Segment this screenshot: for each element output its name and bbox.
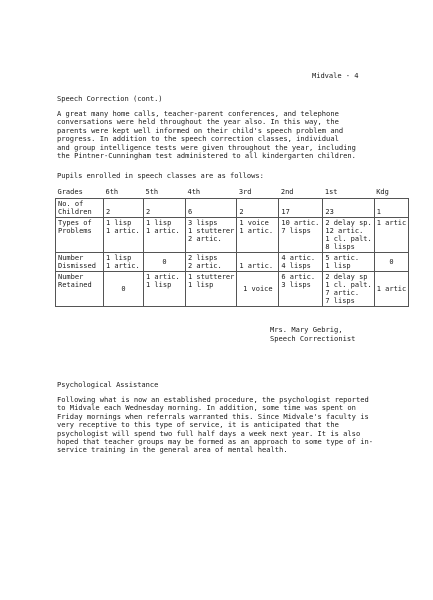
cell-line: 17	[281, 208, 290, 216]
cell-line: 6	[188, 208, 193, 216]
table-cell	[104, 272, 144, 307]
speech-paragraph-line: A great many home calls, teacher-parent conferences, and telephone	[57, 109, 339, 118]
cell-line: 6 artic.	[281, 273, 316, 281]
cell-line: 1 artic.	[239, 227, 274, 235]
row-label	[56, 272, 104, 307]
row-label-line: Number	[58, 273, 84, 281]
psych-paragraph-line: hoped that teacher groups may be formed as an approach to some type of in-	[57, 437, 374, 447]
psych-paragraph-line: service training in the general area of mental health.	[57, 445, 288, 455]
psych-paragraph-line: psychologist will spend two full half days a week next year. It is also	[57, 428, 361, 438]
table-row	[56, 253, 409, 272]
psych-paragraph	[57, 396, 402, 455]
table-cell	[144, 272, 186, 307]
cell-line: 1 lisp	[146, 219, 172, 227]
row-label-line: Retained	[58, 281, 92, 289]
table-header-cell: 2nd	[279, 187, 323, 199]
table-cell	[144, 199, 186, 218]
speech-paragraph-line: conversations were held throughout the year also. In this way, the	[57, 117, 339, 127]
speech-classes-table	[55, 187, 409, 307]
speech-correction-heading: Speech Correction (cont.)	[57, 94, 163, 103]
table-header-cell: Grades	[56, 187, 104, 199]
table-cell	[237, 218, 279, 253]
cell-line: 1 artic.	[106, 227, 140, 235]
row-label-line: Types of	[58, 219, 92, 227]
cell-line: 1 artic.	[239, 262, 274, 270]
cell-line: 3 lisps	[281, 281, 311, 289]
cell-line: 2	[146, 208, 151, 216]
cell-line: 7 artic.	[325, 289, 360, 297]
cell-line: 1 cl. palt.	[325, 235, 372, 243]
cell-line: 1 lisp	[106, 219, 132, 227]
cell-line: 1 artic	[376, 219, 407, 227]
cell-line: 2 artic.	[188, 262, 222, 270]
table-header-cell: 4th	[186, 187, 237, 199]
psychological-assistance-heading: Psychological Assistance	[57, 380, 159, 389]
table-cell	[104, 253, 144, 272]
row-label-line: No. of	[58, 200, 84, 208]
speech-paragraph-line: parents were kept well informed on their child's speech problem and	[57, 125, 344, 135]
psych-paragraph-line: to Midvale each Wednesday morning. In addition, some time was spent on	[57, 403, 356, 413]
table-cell	[279, 218, 323, 253]
cell-line: 1 artic.	[146, 273, 180, 281]
cell-line: 0	[121, 285, 126, 293]
page-label: Midvale - 4	[312, 71, 359, 80]
speech-paragraph	[57, 110, 402, 160]
cell-line: 7 lisps	[325, 297, 355, 305]
cell-line: 1 lisp	[188, 281, 214, 289]
cell-line: 1 voice	[239, 219, 269, 227]
table-cell	[323, 253, 374, 272]
cell-line: 1 lisp	[146, 281, 172, 289]
table-cell	[186, 272, 237, 307]
cell-line: 1 stutterer	[188, 273, 235, 281]
cell-line: 2	[106, 208, 111, 216]
signature-title: Speech Correctionist	[270, 334, 356, 343]
table-cell	[237, 253, 279, 272]
psych-paragraph-line: Following what is now an established procedure, the psychologist reported	[57, 395, 369, 404]
row-label-line: Children	[58, 208, 92, 216]
cell-line: 1 lisp	[106, 254, 132, 262]
table-cell	[374, 199, 409, 218]
cell-line: 0	[162, 258, 167, 266]
table-cell	[186, 199, 237, 218]
cell-line: 4 artic.	[281, 254, 316, 262]
cell-line: 1 lisp	[325, 262, 351, 270]
cell-line: 1 cl. palt.	[325, 281, 372, 289]
cell-line: 2 delay sp.	[325, 219, 372, 227]
cell-line: 23	[325, 208, 334, 216]
row-label	[56, 199, 104, 218]
table-cell	[237, 272, 279, 307]
table-cell	[104, 199, 144, 218]
row-label	[56, 218, 104, 253]
table-cell	[186, 218, 237, 253]
table-cell	[374, 218, 409, 253]
speech-paragraph-line: the Pintner-Cunningham test administered to all kindergarten children.	[57, 151, 356, 161]
psych-paragraph-line: very receptive to this type of service, it is anticipated that the	[57, 420, 339, 430]
psych-paragraph-line: Friday mornings when referrals warranted this. Since Midvale's faculty is	[57, 411, 369, 421]
signature-name: Mrs. Mary Gebrig,	[270, 325, 343, 334]
speech-paragraph-line: progress. In addition to the speech correction classes, individual	[57, 134, 339, 144]
cell-line: 1 artic	[376, 285, 407, 293]
table-row	[56, 218, 409, 253]
cell-line: 2 artic.	[188, 235, 222, 243]
cell-line: 3 lisps	[188, 219, 218, 227]
row-label-line: Dismissed	[58, 262, 96, 270]
table-cell	[323, 218, 374, 253]
cell-line: 10 artic.	[281, 219, 320, 227]
signature-block	[270, 325, 355, 343]
cell-line: 1 voice	[243, 285, 273, 293]
cell-line: 4 lisps	[281, 262, 311, 270]
cell-line: 1 artic.	[146, 227, 180, 235]
table-header-cell: 1st	[323, 187, 374, 199]
table-cell	[237, 199, 279, 218]
row-label-line: Number	[58, 254, 84, 262]
row-label	[56, 253, 104, 272]
table-row	[56, 272, 409, 307]
cell-line: 1 stutterer	[188, 227, 235, 235]
table-cell	[144, 218, 186, 253]
cell-line: 8 lisps	[325, 243, 355, 251]
cell-line: 7 lisps	[281, 227, 311, 235]
table-cell	[374, 272, 409, 307]
cell-line: 1 artic.	[106, 262, 140, 270]
cell-line: 2 delay sp	[325, 273, 368, 281]
table-cell	[279, 199, 323, 218]
table-row	[56, 199, 409, 218]
speech-paragraph-line: and group intelligence tests were given throughout the year, including	[57, 142, 356, 152]
cell-line: 5 artic.	[325, 254, 360, 262]
cell-line: 1	[376, 208, 381, 216]
table-cell	[374, 253, 409, 272]
cell-line: 2 lisps	[188, 254, 218, 262]
table-cell	[144, 253, 186, 272]
table-cell	[279, 272, 323, 307]
table-header-cell: 6th	[104, 187, 144, 199]
table-cell	[323, 272, 374, 307]
table-cell	[186, 253, 237, 272]
table-header-cell: Kdg	[374, 187, 409, 199]
table-cell	[279, 253, 323, 272]
table-cell	[323, 199, 374, 218]
table-cell	[104, 218, 144, 253]
table-header-cell: 3rd	[237, 187, 279, 199]
table-header-cell: 5th	[144, 187, 186, 199]
row-label-line: Problems	[58, 227, 92, 235]
cell-line: 2	[239, 208, 244, 216]
cell-line: 0	[389, 258, 394, 266]
cell-line: 12 artic.	[325, 227, 364, 235]
table-header-row	[56, 187, 409, 199]
table-intro: Pupils enrolled in speech classes are as follows:	[57, 171, 264, 180]
